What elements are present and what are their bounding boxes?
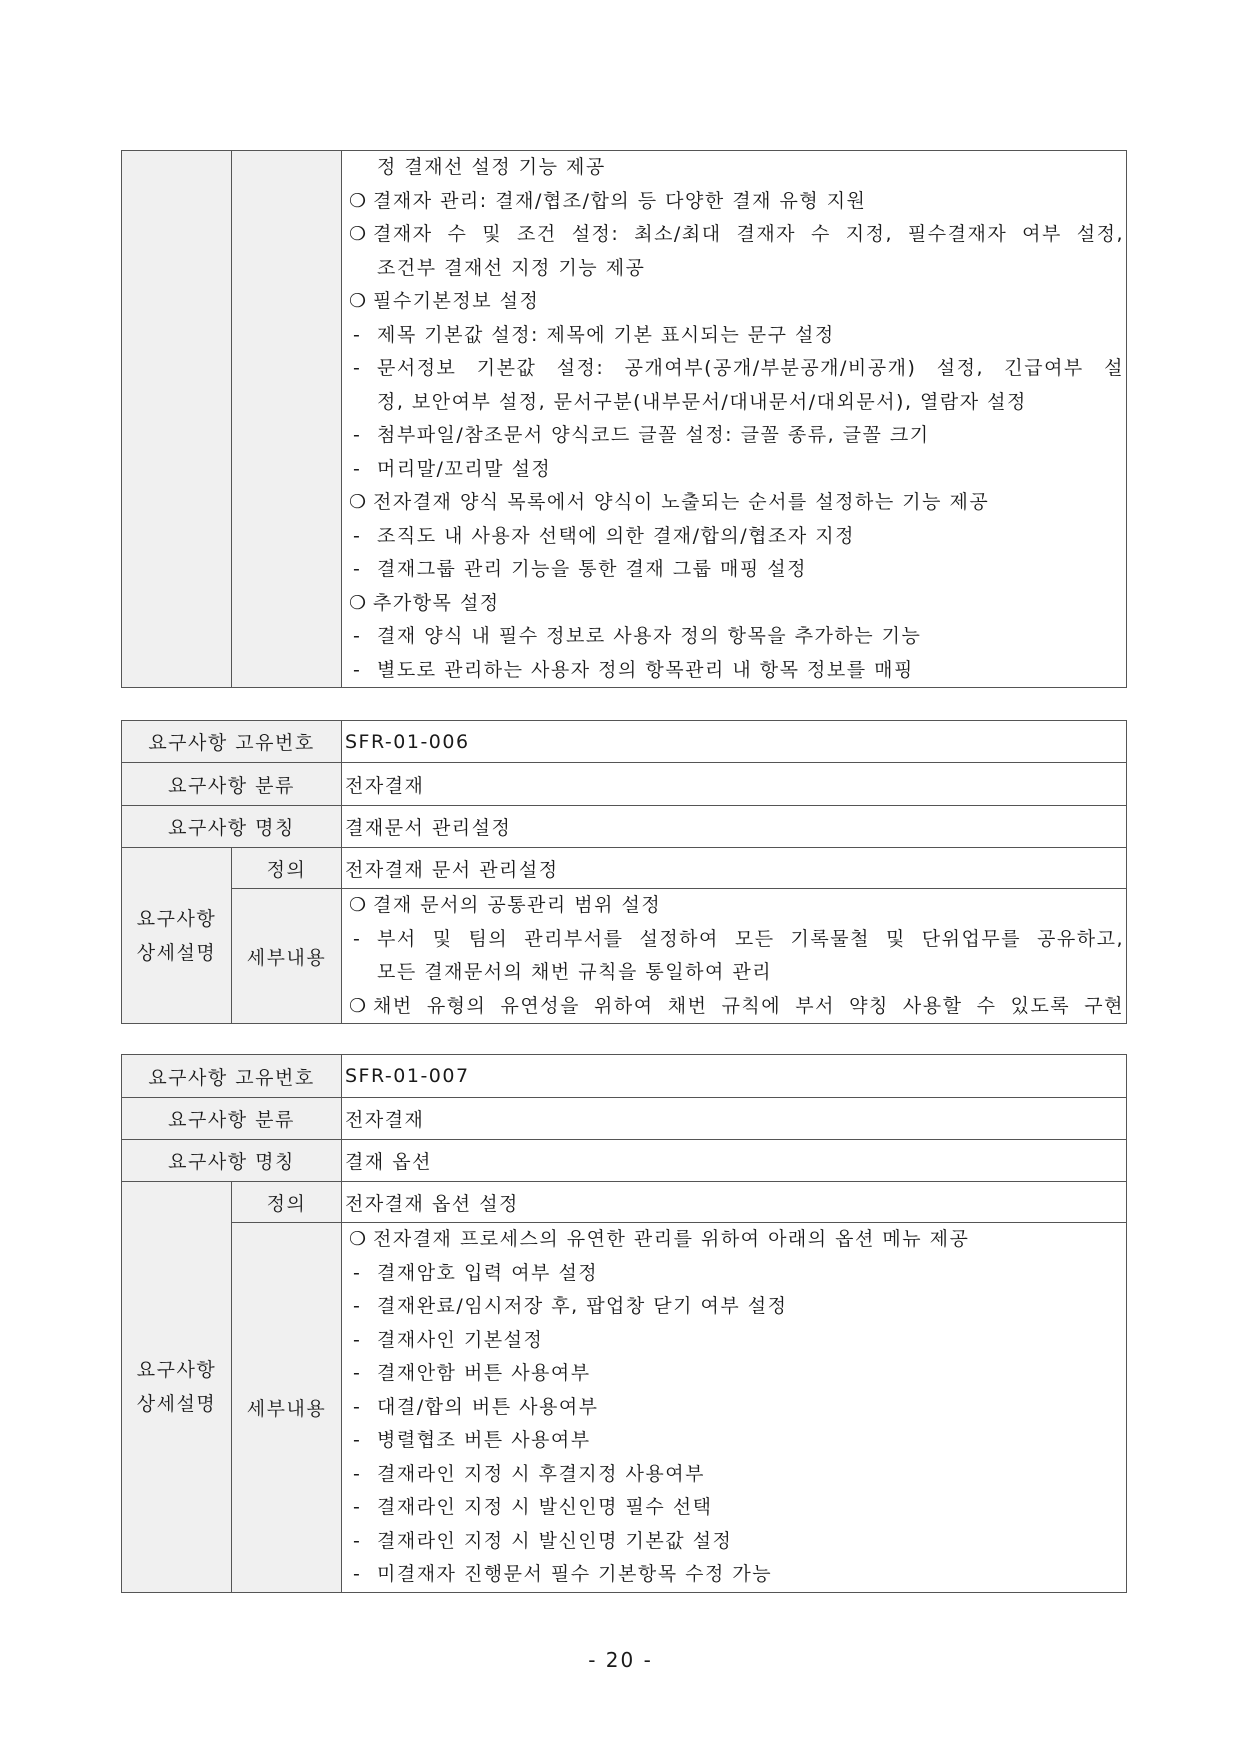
dash-bullet-icon: - xyxy=(353,1429,362,1451)
detail-line-text: 대결/합의 버튼 사용여부 xyxy=(377,1395,599,1418)
detail-label-line-1: 요구사항 xyxy=(136,1358,217,1381)
id-label: 요구사항 고유번호 xyxy=(122,721,342,763)
category-label: 요구사항 분류 xyxy=(122,1098,342,1140)
detail-line-text: 문서정보 기본값 설정: 공개여부(공개/부분공개/비공개) 설정, 긴급여부 설 xyxy=(377,357,1124,379)
detail-line-text: 결재라인 지정 시 발신인명 기본값 설정 xyxy=(377,1529,733,1552)
detail-line xyxy=(345,419,1124,453)
dash-bullet-icon: - xyxy=(353,927,362,950)
dash-bullet-icon: - xyxy=(353,357,362,379)
page-number: - 20 - xyxy=(588,1648,653,1672)
detail-line-text: 전자결재 양식 목록에서 양식이 노출되는 순서를 설정하는 기능 제공 xyxy=(373,491,990,513)
detail-line xyxy=(345,151,1124,185)
circle-bullet-icon: ❍ xyxy=(349,491,368,513)
detail-line xyxy=(345,486,1124,520)
detail-line-text: 병렬협조 버튼 사용여부 xyxy=(377,1429,591,1451)
detail-label xyxy=(122,848,232,1024)
dash-bullet-icon: - xyxy=(353,1496,362,1518)
detail-line-text: 미결재자 진행문서 필수 기본항목 수정 가능 xyxy=(377,1563,773,1585)
detail-line-text: 결재완료/임시저장 후, 팝업창 닫기 여부 설정 xyxy=(377,1295,788,1317)
dash-bullet-icon: - xyxy=(353,424,362,446)
details-content xyxy=(342,1223,1127,1593)
detail-line xyxy=(345,1324,1124,1358)
detail-line-text: 머리말/꼬리말 설정 xyxy=(377,457,552,480)
detail-line-text: 결재사인 기본설정 xyxy=(377,1328,544,1351)
dash-bullet-icon: - xyxy=(353,1295,362,1317)
detail-line xyxy=(345,520,1124,554)
detail-line xyxy=(345,352,1124,386)
detail-line xyxy=(345,1357,1124,1391)
detail-line-text: 결재그룹 관리 기능을 통한 결재 그룹 매핑 설정 xyxy=(377,558,808,580)
detail-line-text: 결재암호 입력 여부 설정 xyxy=(377,1261,599,1284)
circle-bullet-icon: ❍ xyxy=(349,1228,368,1250)
dash-bullet-icon: - xyxy=(353,1529,362,1552)
dash-bullet-icon: - xyxy=(353,625,362,647)
detail-line xyxy=(345,386,1124,420)
detail-line-text: 결재안함 버튼 사용여부 xyxy=(377,1362,591,1384)
name-value: 결재문서 관리설정 xyxy=(342,806,1127,848)
circle-bullet-icon: ❍ xyxy=(349,591,368,614)
detail-line xyxy=(345,1223,1124,1257)
circle-bullet-icon: ❍ xyxy=(349,189,368,212)
detail-line-text: 결재 문서의 공통관리 범위 설정 xyxy=(373,894,662,916)
detail-line-text: 정, 보안여부 설정, 문서구분(내부문서/대내문서/대외문서), 열람자 설정 xyxy=(377,390,1027,413)
detail-line xyxy=(345,587,1124,621)
detail-line-text: 조직도 내 사용자 선택에 의한 결재/합의/협조자 지정 xyxy=(377,524,855,547)
requirement-table-sfr-01-007 xyxy=(121,1054,1127,1593)
details-label: 세부내용 xyxy=(232,1223,342,1593)
detail-line xyxy=(345,956,1124,990)
category-value: 전자결재 xyxy=(342,1098,1127,1140)
detail-lines xyxy=(345,889,1124,1023)
category-value: 전자결재 xyxy=(342,763,1127,806)
dash-bullet-icon: - xyxy=(353,524,362,547)
detail-line-text: 모든 결재문서의 채번 규칙을 통일하여 관리 xyxy=(377,961,773,983)
name-label: 요구사항 명칭 xyxy=(122,806,342,848)
detail-line xyxy=(345,252,1124,286)
detail-line-text: 필수기본정보 설정 xyxy=(373,290,540,312)
detail-line-text: 제목 기본값 설정: 제목에 기본 표시되는 문구 설정 xyxy=(377,323,835,346)
detail-line xyxy=(345,1257,1124,1291)
dash-bullet-icon: - xyxy=(353,1395,362,1418)
detail-label-cell xyxy=(122,151,232,688)
detail-line xyxy=(345,553,1124,587)
detail-line-text: 결재라인 지정 시 발신인명 필수 선택 xyxy=(377,1496,713,1518)
detail-line xyxy=(345,1491,1124,1525)
detail-line-text: 결재자 수 및 조건 설정: 최소/최대 결재자 수 지정, 필수결재자 여부 설정, xyxy=(373,223,1124,245)
detail-lines xyxy=(345,151,1124,687)
detail-line-text: 별도로 관리하는 사용자 정의 항목관리 내 항목 정보를 매핑 xyxy=(377,658,914,681)
circle-bullet-icon: ❍ xyxy=(349,223,368,245)
detail-line xyxy=(345,185,1124,219)
detail-line-text: 전자결재 프로세스의 유연한 관리를 위하여 아래의 옵션 메뉴 제공 xyxy=(373,1228,970,1250)
detail-line xyxy=(345,1290,1124,1324)
detail-line-text: 부서 및 팀의 관리부서를 설정하여 모든 기록물철 및 단위업무를 공유하고, xyxy=(377,927,1124,950)
dash-bullet-icon: - xyxy=(353,323,362,346)
details-content xyxy=(342,889,1127,1024)
detail-line-text: 정 결재선 설정 기능 제공 xyxy=(377,156,606,178)
definition-label: 정의 xyxy=(232,848,342,889)
detail-label-line-2: 상세설명 xyxy=(136,1392,217,1415)
dash-bullet-icon: - xyxy=(353,1362,362,1384)
detail-line-text: 조건부 결재선 지정 기능 제공 xyxy=(377,256,646,279)
circle-bullet-icon: ❍ xyxy=(349,894,368,916)
detail-line xyxy=(345,218,1124,252)
definition-label: 정의 xyxy=(232,1182,342,1223)
dash-bullet-icon: - xyxy=(353,558,362,580)
dash-bullet-icon: - xyxy=(353,457,362,480)
detail-line-text: 첨부파일/참조문서 양식코드 글꼴 설정: 글꼴 종류, 글꼴 크기 xyxy=(377,424,930,446)
circle-bullet-icon: ❍ xyxy=(349,994,368,1017)
detail-line xyxy=(345,1391,1124,1425)
detail-line xyxy=(345,1424,1124,1458)
definition-value: 전자결재 옵션 설정 xyxy=(342,1182,1127,1223)
detail-line-text: 결재 양식 내 필수 정보로 사용자 정의 항목을 추가하는 기능 xyxy=(377,625,922,647)
definition-value: 전자결재 문서 관리설정 xyxy=(342,848,1127,889)
detail-line xyxy=(345,654,1124,688)
detail-line xyxy=(345,1525,1124,1559)
detail-line-text: 추가항목 설정 xyxy=(373,591,500,614)
requirement-table-continued xyxy=(121,150,1127,688)
detail-sublabel-cell xyxy=(232,151,342,688)
detail-label-line-2: 상세설명 xyxy=(136,941,217,964)
dash-bullet-icon: - xyxy=(353,658,362,681)
category-label: 요구사항 분류 xyxy=(122,763,342,806)
requirement-table-sfr-01-006 xyxy=(121,720,1127,1024)
name-label: 요구사항 명칭 xyxy=(122,1140,342,1182)
name-value: 결재 옵션 xyxy=(342,1140,1127,1182)
detail-lines xyxy=(345,1223,1124,1592)
detail-label-line-1: 요구사항 xyxy=(136,907,217,930)
detail-line xyxy=(345,889,1124,923)
detail-line xyxy=(345,453,1124,487)
detail-content-cell xyxy=(342,151,1127,688)
dash-bullet-icon: - xyxy=(353,1563,362,1585)
id-value: SFR-01-007 xyxy=(342,1055,1127,1098)
dash-bullet-icon: - xyxy=(353,1328,362,1351)
detail-line-text: 결재라인 지정 시 후결지정 사용여부 xyxy=(377,1462,705,1485)
detail-line xyxy=(345,620,1124,654)
dash-bullet-icon: - xyxy=(353,1462,362,1485)
detail-line-text: 결재자 관리: 결재/협조/합의 등 다양한 결재 유형 지원 xyxy=(373,189,867,212)
detail-line xyxy=(345,1558,1124,1592)
detail-line-text: 채번 유형의 유연성을 위하여 채번 규칙에 부서 약칭 사용할 수 있도록 구현 xyxy=(373,994,1124,1017)
id-value: SFR-01-006 xyxy=(342,721,1127,763)
id-label: 요구사항 고유번호 xyxy=(122,1055,342,1098)
detail-line xyxy=(345,923,1124,957)
circle-bullet-icon: ❍ xyxy=(349,290,368,312)
detail-line xyxy=(345,1458,1124,1492)
detail-line xyxy=(345,990,1124,1024)
detail-line xyxy=(345,285,1124,319)
detail-line xyxy=(345,319,1124,353)
details-label: 세부내용 xyxy=(232,889,342,1024)
dash-bullet-icon: - xyxy=(353,1261,362,1284)
detail-label xyxy=(122,1182,232,1593)
